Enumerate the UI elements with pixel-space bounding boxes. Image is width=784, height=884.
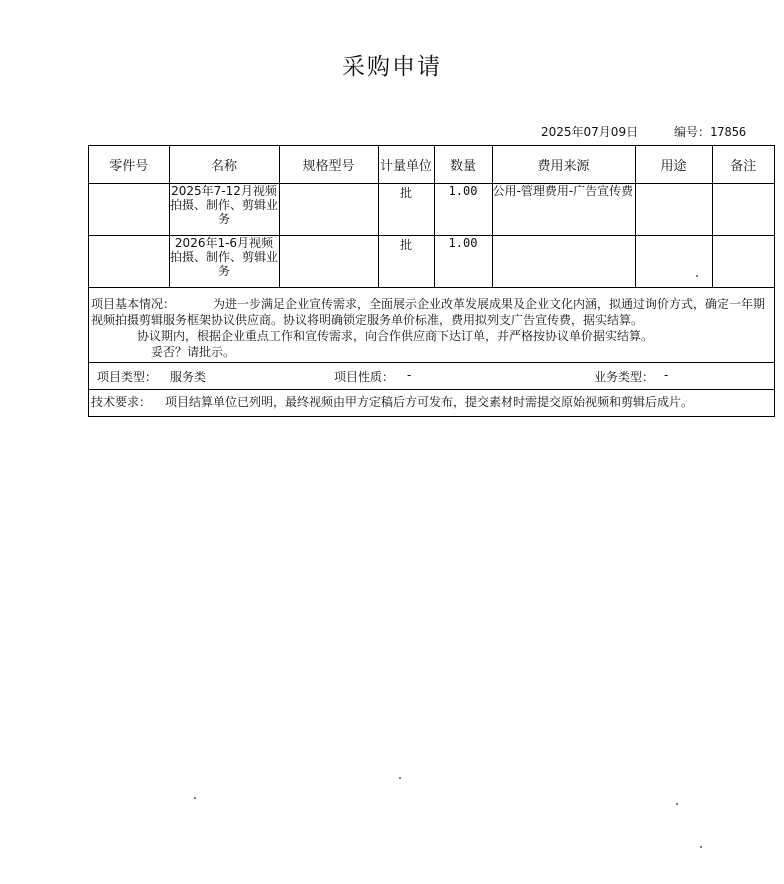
scan-speck	[700, 846, 702, 848]
header-part-no: 零件号	[89, 146, 169, 184]
cell-spec	[279, 236, 378, 288]
cell-unit: 批	[378, 236, 434, 288]
header-remark: 备注	[712, 146, 774, 184]
project-nature-label: 项目性质：	[334, 370, 395, 384]
cell-spec	[279, 184, 378, 236]
scan-speck	[696, 275, 698, 277]
technical-requirements	[89, 390, 774, 417]
project-description	[89, 288, 774, 363]
business-type-value: -	[664, 368, 669, 382]
tech-label: 技术要求：	[91, 395, 152, 409]
project-types-row	[89, 363, 774, 390]
cell-name: 2025年7-12月视频拍摄、制作、剪辑业务	[169, 184, 279, 236]
project-nature-value: -	[407, 368, 412, 382]
cell-remark	[712, 236, 774, 288]
number-label: 编号：	[674, 125, 711, 139]
tech-value: 项目结算单位已列明，最终视频由甲方定稿后方可发布，提交素材时需提交原始视频和剪辑后成片。	[165, 395, 694, 409]
cell-quantity: 1.00	[434, 236, 492, 288]
purchase-request-form	[88, 145, 775, 417]
table-row	[89, 236, 774, 288]
cell-cost-source	[492, 236, 635, 288]
header-unit: 计量单位	[378, 146, 434, 184]
document-date: 2025年07月09日	[541, 125, 639, 139]
cell-name: 2026年1-6月视频拍摄、制作、剪辑业务	[169, 236, 279, 288]
document-title: 采购申请	[342, 54, 442, 80]
cell-unit: 批	[378, 184, 434, 236]
header-purpose: 用途	[635, 146, 712, 184]
scan-speck	[399, 777, 401, 779]
header-spec: 规格型号	[279, 146, 378, 184]
cell-part-no	[89, 236, 169, 288]
cell-remark	[712, 184, 774, 236]
cell-purpose	[635, 184, 712, 236]
number-value: 17856	[710, 125, 747, 139]
cell-cost-source: 公用-管理费用-广告宣传费	[492, 184, 635, 236]
scan-speck	[194, 797, 196, 799]
project-info-paragraph-3: 妥否？请批示。	[151, 345, 236, 359]
project-info-label: 项目基本情况：	[91, 297, 176, 311]
table-header-row	[89, 146, 774, 184]
table-row	[89, 184, 774, 236]
header-cost-source: 费用来源	[492, 146, 635, 184]
business-type-label: 业务类型：	[594, 370, 655, 384]
document-number	[674, 123, 746, 140]
header-quantity: 数量	[434, 146, 492, 184]
project-info-paragraph-1: 为进一步满足企业宣传需求，全面展示企业改革发展成果及企业文化内涵，拟通过询价方式，确定一年期视频拍摄剪辑服务框架协议供应商。协议将明确锁定服务单价标准，费用拟列支广告宣传费，据实结算。	[91, 297, 766, 327]
scan-speck	[676, 803, 678, 805]
items-table	[89, 146, 774, 288]
cell-purpose	[635, 236, 712, 288]
cell-quantity: 1.00	[434, 184, 492, 236]
header-name: 名称	[169, 146, 279, 184]
project-type-value: 服务类	[170, 370, 207, 384]
project-info-paragraph-2: 协议期内，根据企业重点工作和宣传需求，向合作供应商下达订单，并严格按协议单价据实结算。	[137, 329, 654, 343]
project-type-label: 项目类型：	[97, 370, 158, 384]
cell-part-no	[89, 184, 169, 236]
